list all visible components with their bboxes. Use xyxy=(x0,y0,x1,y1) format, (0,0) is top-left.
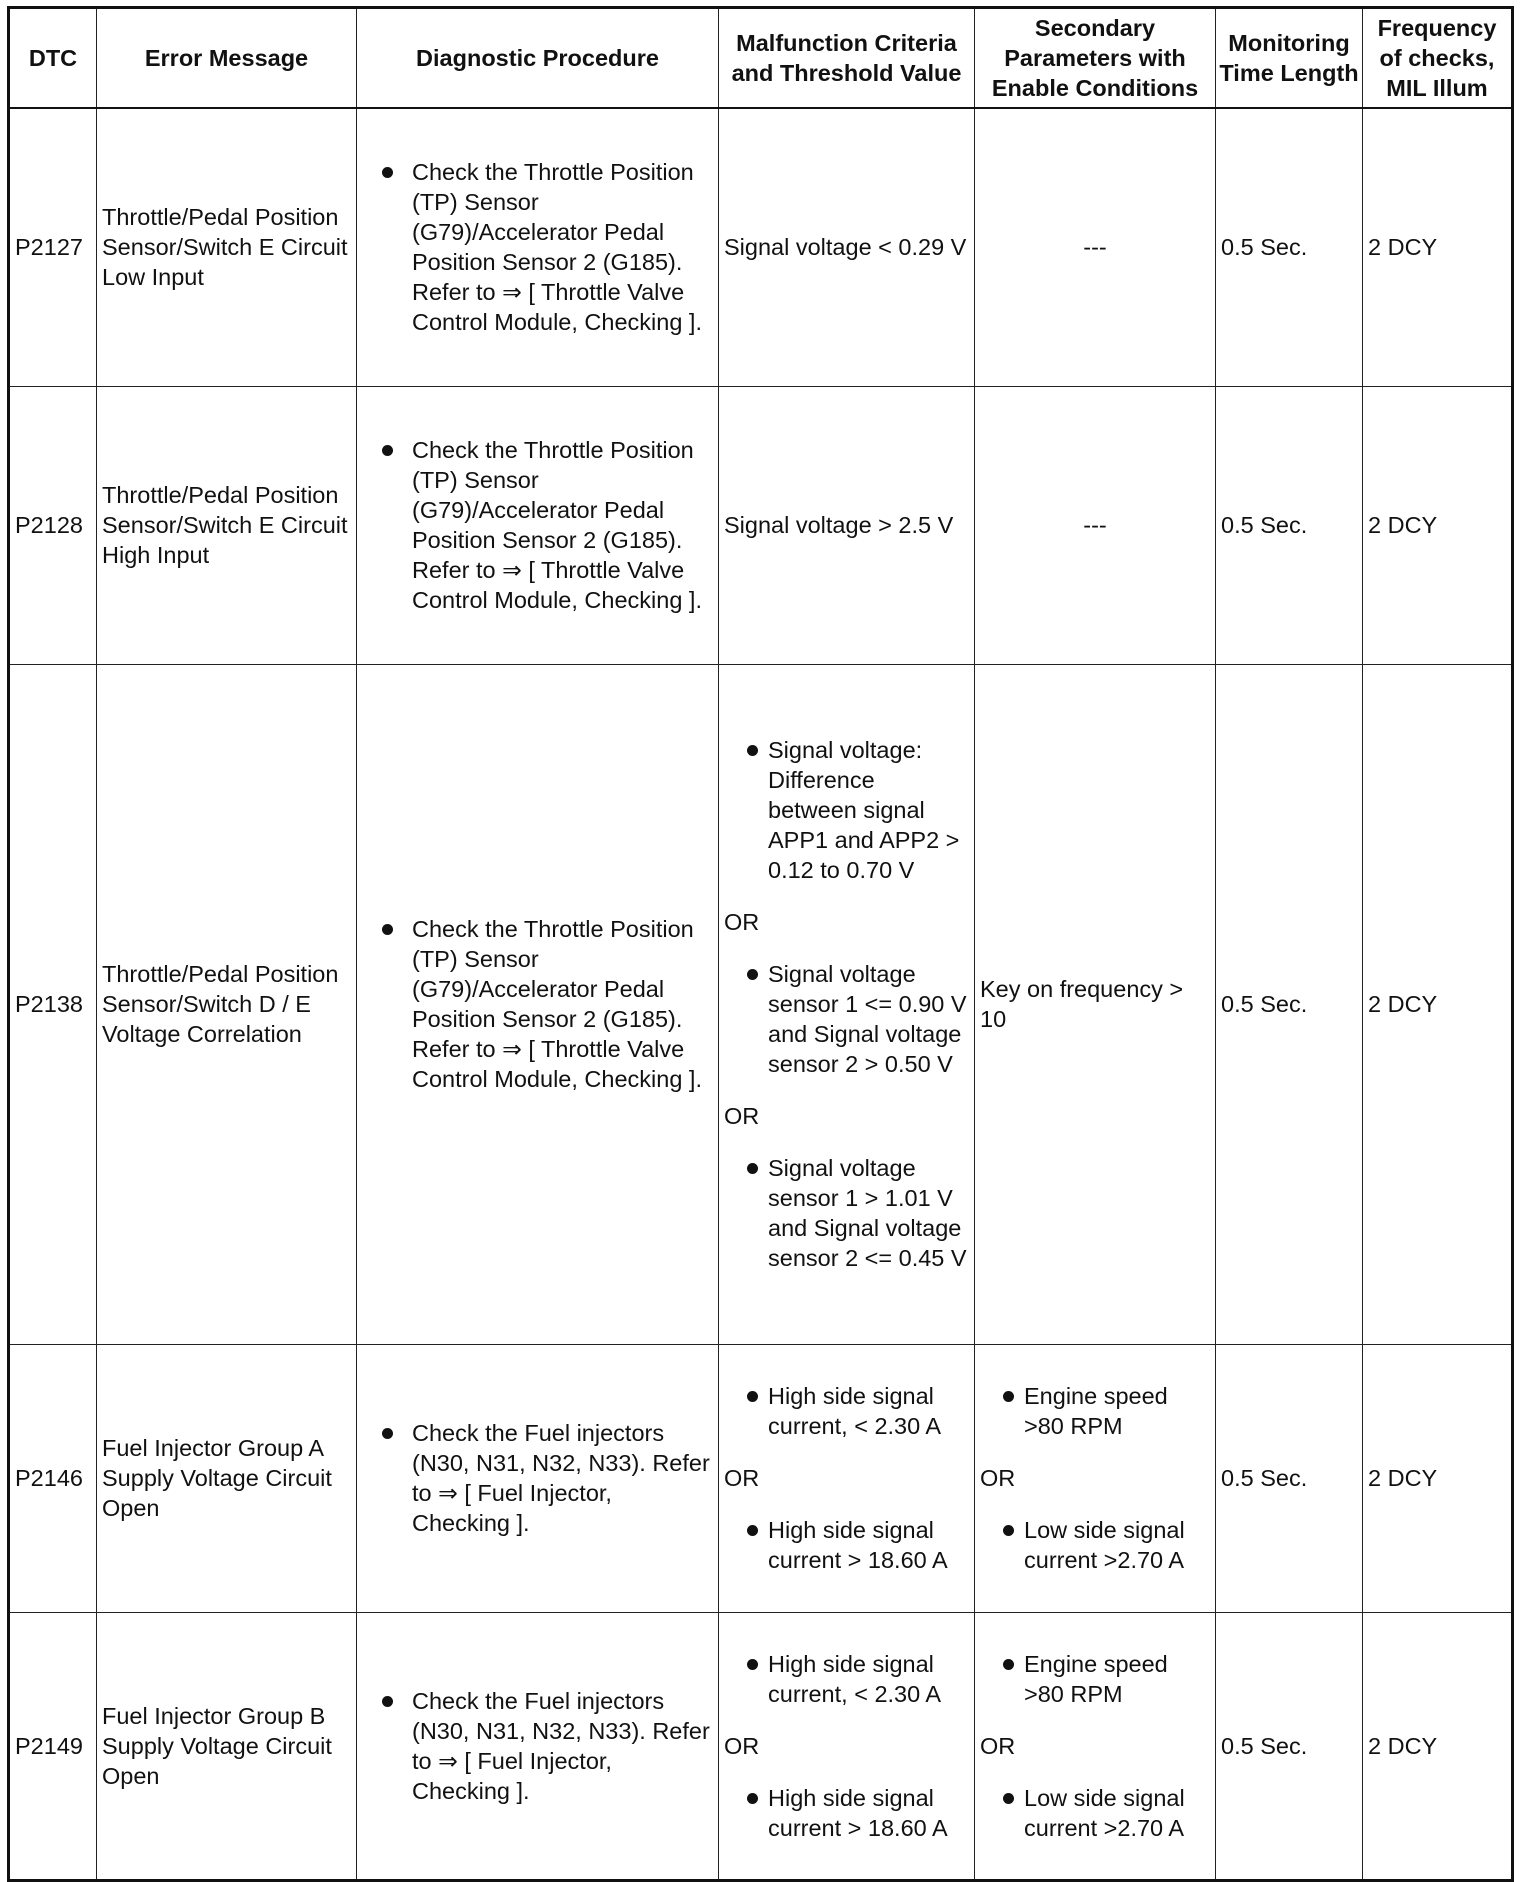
procedure-item: Check the Throttle Position (TP) Sensor (G79)/Accelerator Pedal Position Sensor 2 (G185). Refer to ⇒ [ Throttle Valve Control Module, Checking ]. xyxy=(362,914,713,1094)
criteria-item: High side signal current, < 2.30 A xyxy=(724,1649,969,1709)
secondary-parameters: --- xyxy=(975,386,1216,664)
or-separator: OR xyxy=(724,1465,760,1491)
secondary-parameters: --- xyxy=(975,108,1216,386)
check-frequency: 2 DCY xyxy=(1363,108,1513,386)
monitoring-time: 0.5 Sec. xyxy=(1216,1612,1363,1880)
or-separator: OR xyxy=(980,1465,1016,1491)
error-message: Throttle/Pedal Position Sensor/Switch D / E Voltage Correlation xyxy=(97,664,357,1344)
header-diagnostic-procedure: Diagnostic Procedure xyxy=(357,8,719,109)
criteria-item: Signal voltage: Difference between signal APP1 and APP2 > 0.12 to 0.70 V xyxy=(724,735,969,885)
criteria-item: High side signal current, < 2.30 A xyxy=(724,1381,969,1441)
secondary-parameters xyxy=(975,1344,1216,1612)
check-frequency: 2 DCY xyxy=(1363,386,1513,664)
secondary-item: Engine speed >80 RPM xyxy=(980,1381,1210,1441)
table-row xyxy=(9,1612,1513,1880)
header-row xyxy=(9,8,1513,109)
secondary-parameters: Key on frequency > 10 xyxy=(975,664,1216,1344)
criteria-item: Signal voltage sensor 1 > 1.01 V and Signal voltage sensor 2 <= 0.45 V xyxy=(724,1153,969,1273)
secondary-item: Low side signal current >2.70 A xyxy=(980,1783,1210,1843)
monitoring-time: 0.5 Sec. xyxy=(1216,1344,1363,1612)
diagnostic-procedure xyxy=(357,108,719,386)
header-secondary-parameters: Secondary Parameters with Enable Conditions xyxy=(975,8,1216,109)
malfunction-criteria xyxy=(719,1612,975,1880)
secondary-parameters xyxy=(975,1612,1216,1880)
dtc-code: P2127 xyxy=(9,108,97,386)
error-message: Throttle/Pedal Position Sensor/Switch E Circuit Low Input xyxy=(97,108,357,386)
or-separator: OR xyxy=(724,1103,760,1129)
malfunction-criteria xyxy=(719,1344,975,1612)
diagnostic-procedure xyxy=(357,664,719,1344)
criteria-item: High side signal current > 18.60 A xyxy=(724,1515,969,1575)
dtc-code: P2138 xyxy=(9,664,97,1344)
secondary-item: Low side signal current >2.70 A xyxy=(980,1515,1210,1575)
or-separator: OR xyxy=(724,909,760,935)
header-dtc: DTC xyxy=(9,8,97,109)
malfunction-criteria: Signal voltage < 0.29 V xyxy=(719,108,975,386)
error-message: Fuel Injector Group B Supply Voltage Circuit Open xyxy=(97,1612,357,1880)
dtc-code: P2149 xyxy=(9,1612,97,1880)
secondary-item: Engine speed >80 RPM xyxy=(980,1649,1210,1709)
dtc-table xyxy=(7,6,1514,1882)
diagnostic-procedure xyxy=(357,1612,719,1880)
check-frequency: 2 DCY xyxy=(1363,1612,1513,1880)
check-frequency: 2 DCY xyxy=(1363,1344,1513,1612)
error-message: Throttle/Pedal Position Sensor/Switch E Circuit High Input xyxy=(97,386,357,664)
monitoring-time: 0.5 Sec. xyxy=(1216,386,1363,664)
header-frequency: Frequency of checks, MIL Illum xyxy=(1363,8,1513,109)
or-separator: OR xyxy=(724,1732,760,1759)
header-monitoring-time: Monitoring Time Length xyxy=(1216,8,1363,109)
document-page xyxy=(7,6,1514,1882)
check-frequency: 2 DCY xyxy=(1363,664,1513,1344)
header-malfunction-criteria: Malfunction Criteria and Threshold Value xyxy=(719,8,975,109)
or-separator: OR xyxy=(980,1732,1016,1759)
diagnostic-procedure xyxy=(357,386,719,664)
monitoring-time: 0.5 Sec. xyxy=(1216,664,1363,1344)
header-error-message: Error Message xyxy=(97,8,357,109)
table-row xyxy=(9,1344,1513,1612)
procedure-item: Check the Throttle Position (TP) Sensor (G79)/Accelerator Pedal Position Sensor 2 (G185). Refer to ⇒ [ Throttle Valve Control Module, Checking ]. xyxy=(362,157,713,337)
table-row xyxy=(9,664,1513,1344)
error-message: Fuel Injector Group A Supply Voltage Circuit Open xyxy=(97,1344,357,1612)
dtc-code: P2128 xyxy=(9,386,97,664)
procedure-item: Check the Fuel injectors (N30, N31, N32, N33). Refer to ⇒ [ Fuel Injector, Checking ]. xyxy=(362,1686,713,1806)
table-row xyxy=(9,108,1513,386)
procedure-item: Check the Fuel injectors (N30, N31, N32, N33). Refer to ⇒ [ Fuel Injector, Checking ]. xyxy=(362,1418,713,1538)
procedure-item: Check the Throttle Position (TP) Sensor (G79)/Accelerator Pedal Position Sensor 2 (G185). Refer to ⇒ [ Throttle Valve Control Module, Checking ]. xyxy=(362,435,713,615)
diagnostic-procedure xyxy=(357,1344,719,1612)
dtc-code: P2146 xyxy=(9,1344,97,1612)
table-row xyxy=(9,386,1513,664)
malfunction-criteria: Signal voltage > 2.5 V xyxy=(719,386,975,664)
monitoring-time: 0.5 Sec. xyxy=(1216,108,1363,386)
malfunction-criteria xyxy=(719,664,975,1344)
criteria-item: Signal voltage sensor 1 <= 0.90 V and Signal voltage sensor 2 > 0.50 V xyxy=(724,959,969,1079)
criteria-item: High side signal current > 18.60 A xyxy=(724,1783,969,1843)
